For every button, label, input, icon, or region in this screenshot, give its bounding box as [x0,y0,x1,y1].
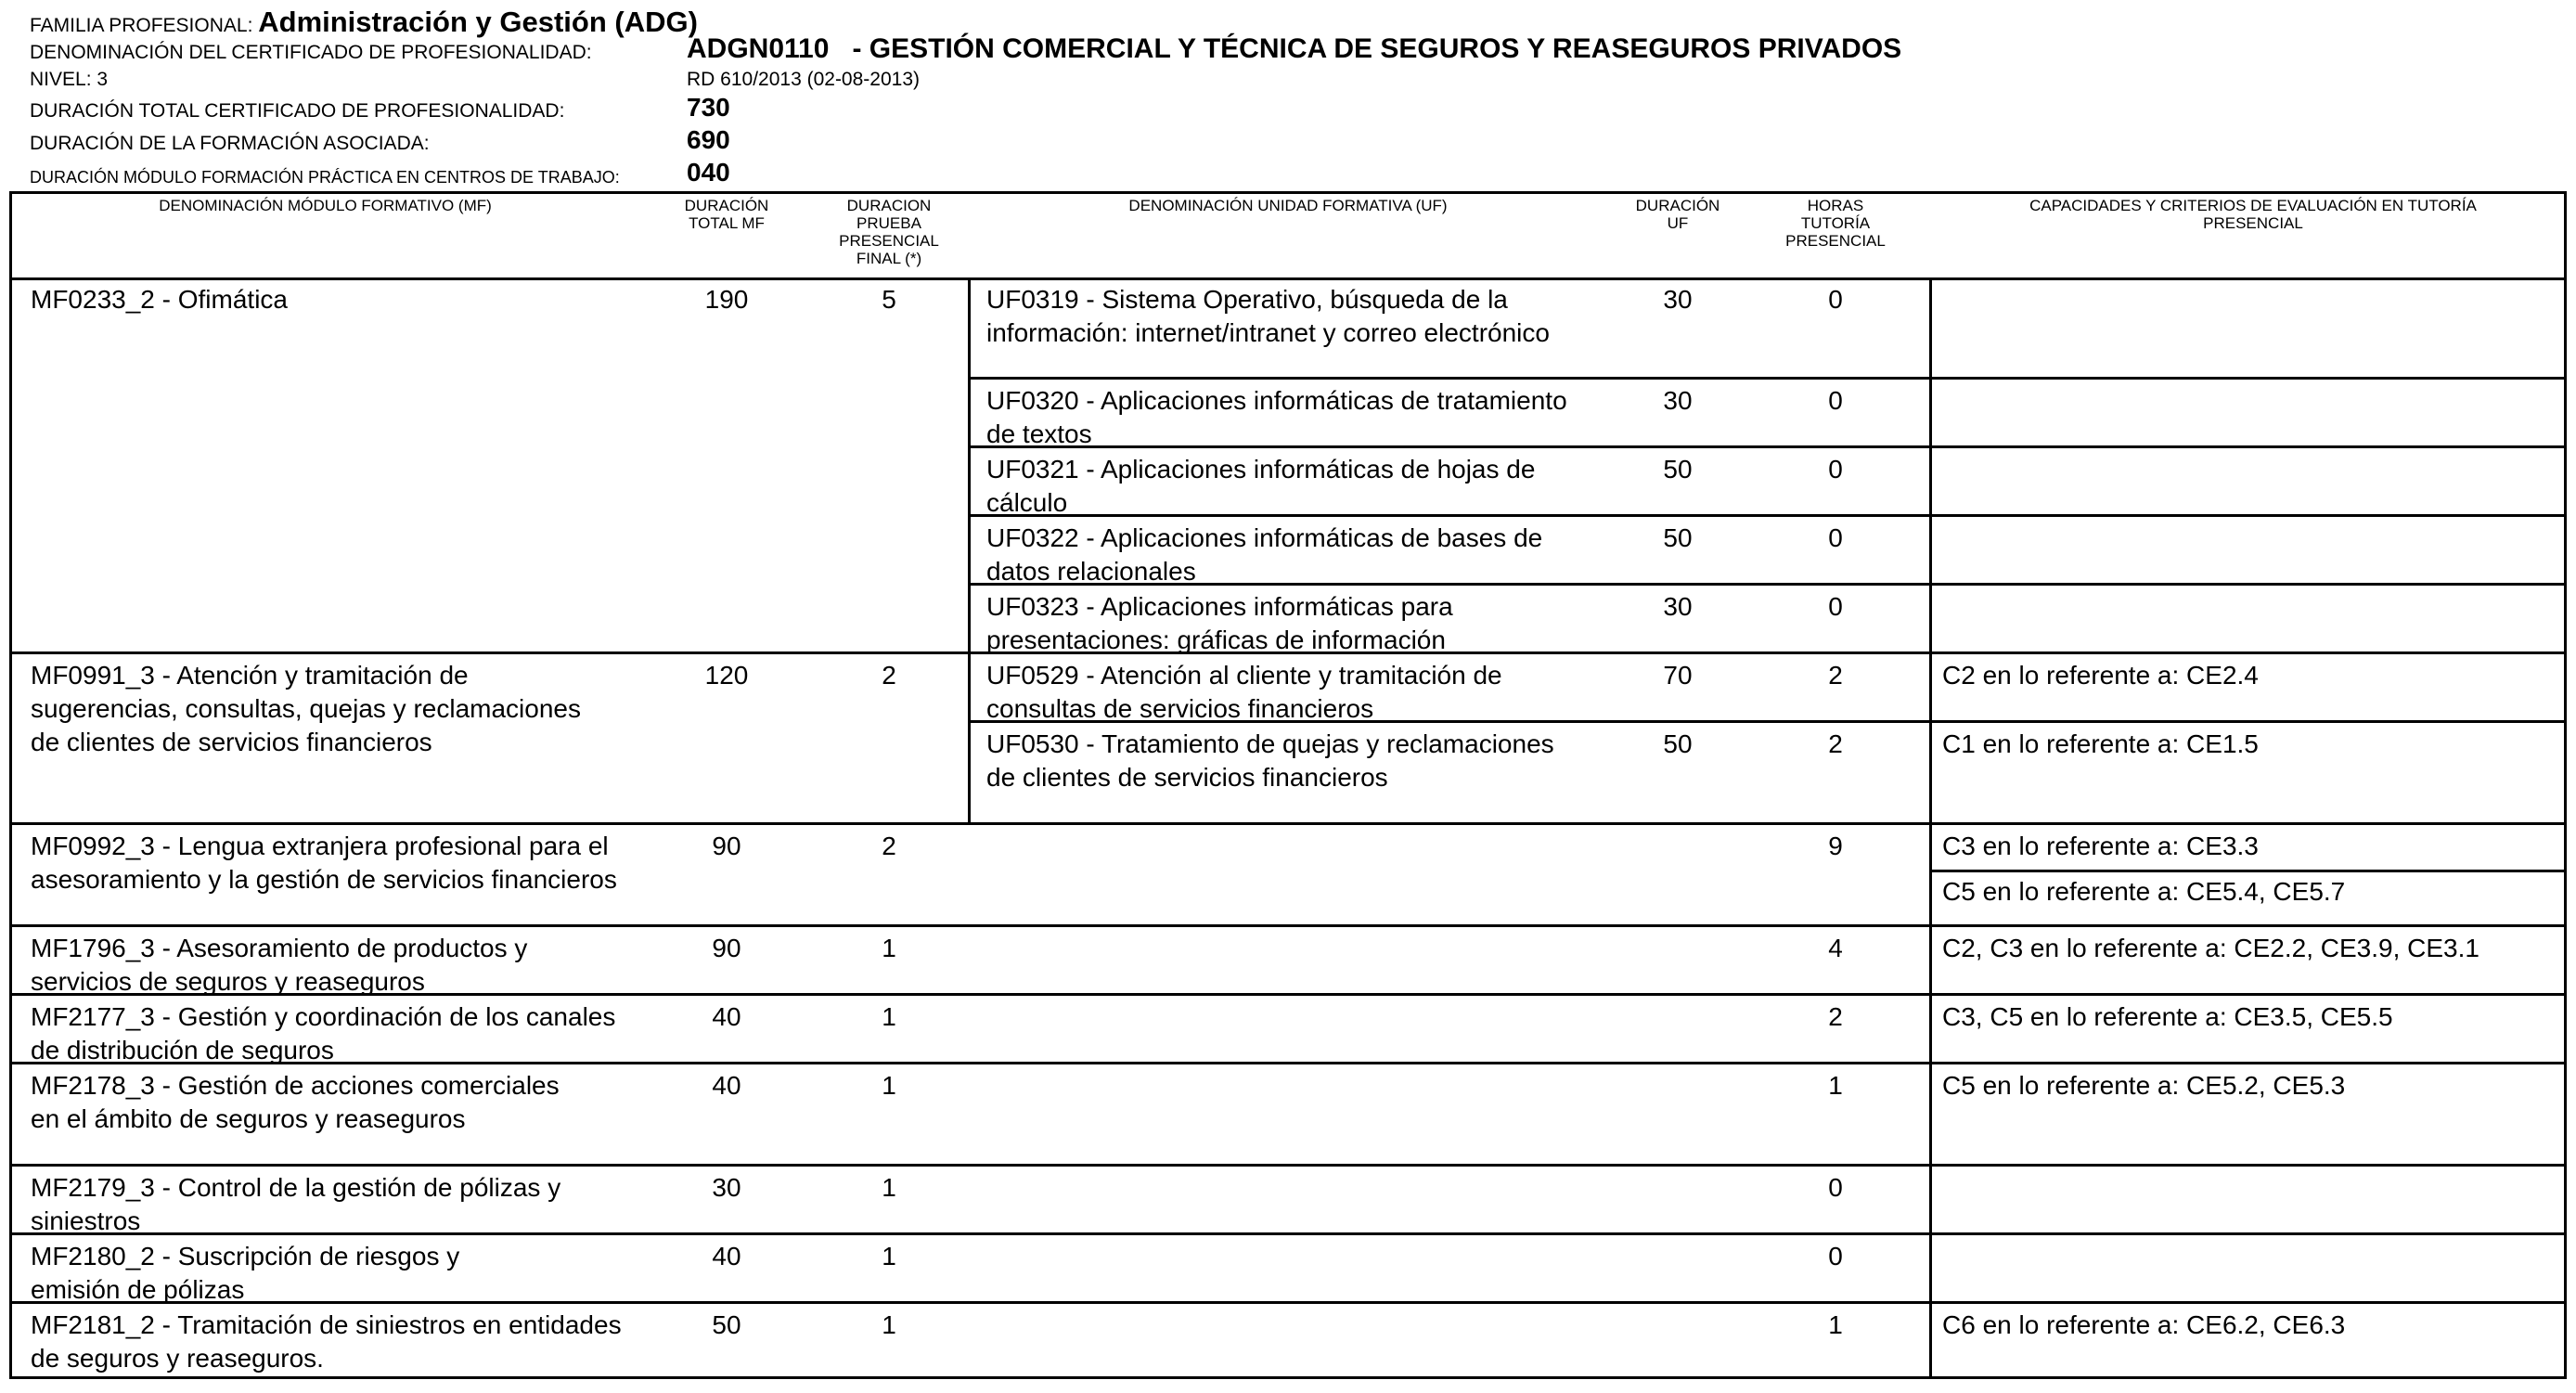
table-row-uf-duracion: 50 [1663,455,1693,484]
table-row-prueba: 1 [882,1002,896,1031]
table-row-prueba: 1 [882,1242,896,1270]
col-header-duracion-uf: DURACIÓN UF [1635,197,1720,232]
col-header-horas: HORAS TUTORÍA PRESENCIAL [1785,197,1886,250]
col-header-prueba: DURACION PRUEBA PRESENCIAL FINAL (*) [839,197,939,267]
table-row-capacidades: C2 en lo referente a: CE2.4 [1942,661,2259,690]
col-header-mf: DENOMINACIÓN MÓDULO FORMATIVO (MF) [159,197,492,214]
table-row-total: 90 [712,832,741,860]
duracion-formacion-value: 690 [687,125,730,154]
table-row-capacidades: C3, C5 en lo referente a: CE3.5, CE5.5 [1942,1002,2393,1031]
table-row-total: 40 [712,1071,741,1100]
table-row-total: 30 [712,1173,741,1202]
modules-table [9,191,2567,1379]
duracion-formacion-label: DURACIÓN DE LA FORMACIÓN ASOCIADA: [30,133,430,154]
table-row-uf-duracion: 30 [1663,285,1693,314]
table-row-capacidades: C5 en lo referente a: CE5.4, CE5.7 [1942,877,2346,906]
table-row-mf-name: MF2179_3 - Control de la gestión de pólizas y siniestros [31,1173,561,1235]
duracion-total-value: 730 [687,93,730,122]
table-row-horas: 0 [1828,523,1843,552]
table-row-horas: 1 [1828,1310,1843,1339]
table-row-uf-name: UF0321 - Aplicaciones informáticas de hojas de cálculo [986,455,1536,517]
familia-label: FAMILIA PROFESIONAL: [30,15,253,36]
duracion-practica-value: 040 [687,158,730,187]
table-row-capacidades: C1 en lo referente a: CE1.5 [1942,729,2259,758]
table-row-mf-name: MF2180_2 - Suscripción de riesgos y emisión de pólizas [31,1242,460,1304]
table-row-uf-name: UF0322 - Aplicaciones informáticas de bases de datos relacionales [986,523,1543,586]
table-row-uf-name: UF0529 - Atención al cliente y tramitación de consultas de servicios financieros [986,661,1502,723]
certificado-code: ADGN0110 [687,33,830,64]
table-row-horas: 0 [1828,455,1843,484]
table-row-capacidades: C6 en lo referente a: CE6.2, CE6.3 [1942,1310,2346,1339]
table-row-total: 40 [712,1242,741,1270]
table-row-horas: 2 [1828,661,1843,690]
table-row-capacidades: C2, C3 en lo referente a: CE2.2, CE3.9, CE3.1 [1942,934,2479,962]
table-row-total: 50 [712,1310,741,1339]
table-row-uf-duracion: 30 [1663,386,1693,415]
table-row-capacidades: C5 en lo referente a: CE5.2, CE5.3 [1942,1071,2346,1100]
table-row-mf-name: MF2181_2 - Tramitación de siniestros en entidades de seguros y reaseguros. [31,1310,622,1373]
table-row-prueba: 1 [882,1310,896,1339]
table-row-horas: 0 [1828,285,1843,314]
table-row-horas: 2 [1828,1002,1843,1031]
table-row-total: 120 [704,661,749,690]
duracion-total-label: DURACIÓN TOTAL CERTIFICADO DE PROFESIONALIDAD: [30,100,565,122]
table-row-mf-name: MF1796_3 - Asesoramiento de productos y servicios de seguros y reaseguros [31,934,528,996]
table-row-mf-name: MF2177_3 - Gestión y coordinación de los canales de distribución de seguros [31,1002,616,1064]
table-row-mf-name: MF0992_3 - Lengua extranjera profesional para el asesoramiento y la gestión de servicios financieros [31,832,617,894]
table-row-mf-name: MF0991_3 - Atención y tramitación de sugerencias, consultas, quejas y reclamaciones de clientes de servicios financieros [31,661,581,756]
table-row-horas: 0 [1828,1173,1843,1202]
table-row-horas: 4 [1828,934,1843,962]
table-row-prueba: 1 [882,1173,896,1202]
familia-line [30,6,698,39]
col-header-uf: DENOMINACIÓN UNIDAD FORMATIVA (UF) [1128,197,1448,214]
col-header-total-mf: DURACIÓN TOTAL MF [684,197,769,232]
table-row-mf-name: MF0233_2 - Ofimática [31,285,288,314]
table-row-horas: 2 [1828,729,1843,758]
table-row-uf-duracion: 70 [1663,661,1693,690]
table-row-total: 190 [704,285,749,314]
rd-text: RD 610/2013 (02-08-2013) [687,69,920,90]
table-row-mf-name: MF2178_3 - Gestión de acciones comerciales en el ámbito de seguros y reaseguros [31,1071,560,1133]
table-row-uf-name: UF0319 - Sistema Operativo, búsqueda de la información: internet/intranet y correo electrónico [986,285,1550,347]
table-row-capacidades: C3 en lo referente a: CE3.3 [1942,832,2259,860]
table-row-prueba: 5 [882,285,896,314]
certificado-name: - GESTIÓN COMERCIAL Y TÉCNICA DE SEGUROS Y REASEGUROS PRIVADOS [852,33,1902,64]
duracion-practica-label: DURACIÓN MÓDULO FORMACIÓN PRÁCTICA EN CENTROS DE TRABAJO: [30,168,620,187]
table-row-total: 90 [712,934,741,962]
col-header-capacidades: CAPACIDADES Y CRITERIOS DE EVALUACIÓN EN TUTORÍA PRESENCIAL [2029,197,2477,232]
nivel-label: NIVEL: 3 [30,69,109,90]
table-row-uf-duracion: 50 [1663,729,1693,758]
table-row-prueba: 2 [882,661,896,690]
table-row-prueba: 2 [882,832,896,860]
table-row-total: 40 [712,1002,741,1031]
table-row-uf-name: UF0530 - Tratamiento de quejas y reclamaciones de clientes de servicios financieros [986,729,1554,792]
table-row-prueba: 1 [882,934,896,962]
familia-value: Administración y Gestión (ADG) [258,6,698,38]
denominacion-label: DENOMINACIÓN DEL CERTIFICADO DE PROFESIONALIDAD: [30,42,592,63]
table-row-horas: 0 [1828,592,1843,621]
table-row-horas: 1 [1828,1071,1843,1100]
certificado-title [687,33,1901,65]
table-row-horas: 9 [1828,832,1843,860]
table-row-horas: 0 [1828,1242,1843,1270]
table-row-uf-duracion: 50 [1663,523,1693,552]
table-row-horas: 0 [1828,386,1843,415]
table-row-uf-name: UF0323 - Aplicaciones informáticas para presentaciones: gráficas de información [986,592,1453,654]
table-row-uf-duracion: 30 [1663,592,1693,621]
table-row-prueba: 1 [882,1071,896,1100]
table-row-uf-name: UF0320 - Aplicaciones informáticas de tratamiento de textos [986,386,1567,448]
